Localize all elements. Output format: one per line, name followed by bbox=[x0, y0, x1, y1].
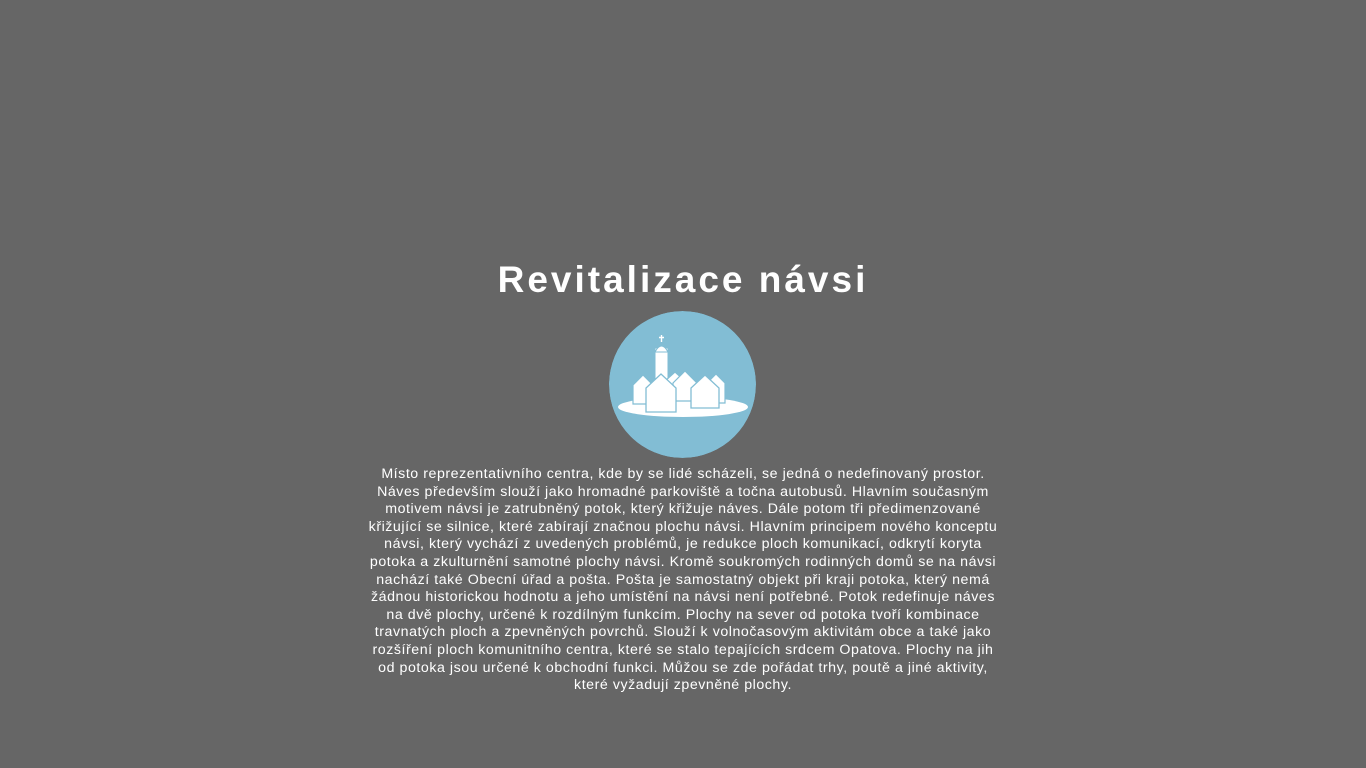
description-line: Místo reprezentativního centra, kde by se lidé scházeli, se jedná o nedefinovaný prostor. bbox=[381, 466, 985, 482]
description-line: potoka a zkulturnění samotné plochy návsi. Kromě soukromých rodinných domů se na návsi bbox=[369, 553, 997, 570]
description-line: Náves především slouží jako hromadné parkoviště a točna autobusů. Hlavním současným bbox=[377, 483, 989, 500]
description-line: motivem návsi je zatrubněný potok, který křižuje náves. Dále potom tři předimenzované bbox=[385, 501, 981, 518]
description-text bbox=[318, 466, 1048, 695]
description-line: křižující se silnice, které zabírají značnou plochu návsi. Hlavním principem nového konceptu bbox=[368, 518, 998, 535]
description-line: travnatých ploch a zpevněných povrchů. Slouží k volnočasovým aktivitám obce a také jako bbox=[374, 624, 992, 641]
description-line: od potoka jsou určené k obchodní funkci. Můžou se zde pořádat trhy, poutě a jiné aktivity, bbox=[378, 659, 988, 676]
description-line: nachází také Obecní úřad a pošta. Pošta je samostatný objekt při kraji potoka, který nemá bbox=[376, 571, 990, 588]
description-line: rozšíření ploch komunitního centra, které se stalo tepajících srdcem Opatova. Plochy na jih bbox=[372, 641, 994, 658]
description-line: návsi, který vychází z uvedených problémů, je redukce ploch komunikací, odkrytí koryta bbox=[384, 536, 982, 553]
village-church-icon bbox=[609, 311, 756, 458]
description-line: na dvě plochy, určené k rozdílným funkcím. Plochy na sever od potoka tvoří kombinace bbox=[386, 606, 980, 623]
page-title: Revitalizace návsi bbox=[497, 259, 869, 300]
description-line: žádnou historickou hodnotu a jeho umístění na návsi není potřebné. Potok redefinuje náves bbox=[371, 589, 995, 606]
description-line: které vyžadují zpevněné plochy. bbox=[574, 677, 792, 694]
